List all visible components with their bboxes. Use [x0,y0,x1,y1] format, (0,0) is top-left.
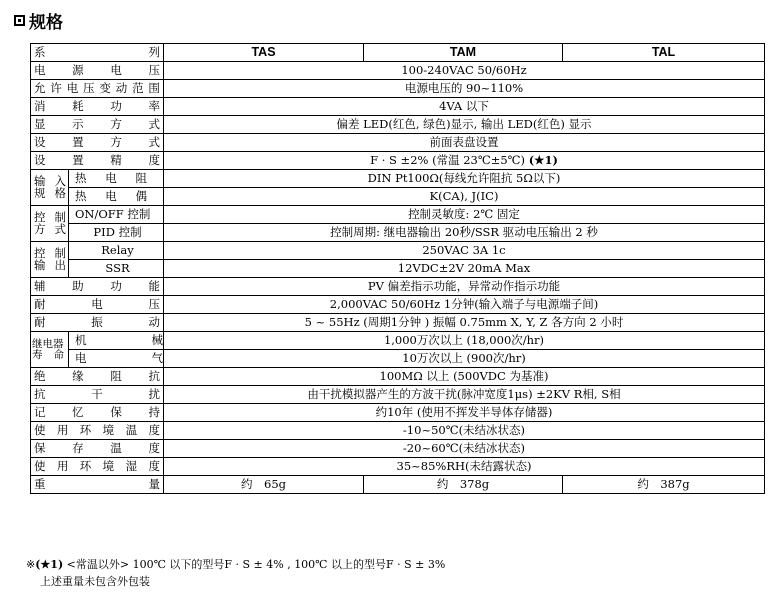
table-row [31,152,765,170]
row-label: 耐 电 压 [31,296,164,314]
row-label: 电 源 电 压 [31,62,164,80]
row-value: 12VDC±2V 20mA Max [164,260,765,278]
row-value: 控制周期: 继电器输出 20秒/SSR 驱动电压输出 2 秒 [164,224,765,242]
model-tal: TAL [563,44,765,62]
row-value: 5 ~ 55Hz (周期1分钟 ) 振幅 0.75mm X, Y, Z 各方向 2 小时 [164,314,765,332]
row-label: 记 忆 保 持 [31,404,164,422]
row-value: -20~60℃(未结冰状态) [164,440,765,458]
series-label: 系 列 [31,44,164,62]
row-label: 允 许 电 压 变 动 范 围 [31,80,164,98]
table-row [31,260,765,278]
row-value: -10~50℃(未结冰状态) [164,422,765,440]
footnote-2: 上述重量未包含外包装 [40,575,150,588]
row-value: 2,000VAC 50/60Hz 1分钟(输入端子与电源端子间) [164,296,765,314]
row-value: PV 偏差指示功能，异常动作指示功能 [164,278,765,296]
weight-tam: 约 378g [364,476,563,494]
row-label: 使 用 环 境 温 度 [31,422,164,440]
row-value: 由干扰模拟器产生的方波干扰(脉冲宽度1μs) ±2KV R相, S相 [164,386,765,404]
row-label: 保 存 温 度 [31,440,164,458]
table-row [31,188,765,206]
table-row [31,368,765,386]
row-value: 前面表盘设置 [164,134,765,152]
footnote-1: ※(★1) <常温以外> 100℃ 以下的型号F · S ± 4% , 100℃ 以上的型号F · S ± 3% [26,558,446,571]
table-row [31,404,765,422]
row-label: 重 量 [31,476,164,494]
table-row [31,224,765,242]
table-row [31,476,765,494]
row-value: 100MΩ 以上 (500VDC 为基准) [164,368,765,386]
table-row [31,350,765,368]
row-value: F · S ±2% (常温 23℃±5℃) (★1) [164,152,765,170]
row-value: 10万次以上 (900次/hr) [164,350,765,368]
table-row [31,80,765,98]
table-row [31,98,765,116]
section-title-text: 规格 [29,13,63,33]
model-tas: TAS [164,44,364,62]
table-row [31,116,765,134]
section-title [14,8,63,33]
row-value: 约10年 (使用不挥发半导体存储器) [164,404,765,422]
table-row [31,206,765,224]
table-row [31,386,765,404]
row-value: 偏差 LED(红色, 绿色)显示, 输出 LED(红色) 显示 [164,116,765,134]
footnote-ref: (★1) [528,152,558,167]
weight-tas: 约 65g [164,476,364,494]
row-label: 显 示 方 式 [31,116,164,134]
row-label: 使 用 环 境 湿 度 [31,458,164,476]
row-value: 1,000万次以上 (18,000次/hr) [164,332,765,350]
row-value: 控制灵敏度: 2℃ 固定 [164,206,765,224]
sub-label-onoff: ON/OFF 控制 [69,206,164,224]
table-row [31,458,765,476]
sub-label-elec: 电 气 [69,350,164,368]
table-row [31,332,765,350]
row-value: 100-240VAC 50/60Hz [164,62,765,80]
row-label: 消 耗 功 率 [31,98,164,116]
sub-label-rtd: 热 电 阻 [69,170,164,188]
spec-table [30,43,765,494]
row-label: 设 置 方 式 [31,134,164,152]
row-value: 35~85%RH(未结露状态) [164,458,765,476]
sub-label-ssr: SSR [69,260,164,278]
row-value: 电源电压的 90~110% [164,80,765,98]
table-row [31,422,765,440]
row-label: 绝 缘 阻 抗 [31,368,164,386]
sub-label-pid: PID 控制 [69,224,164,242]
group-label-life: 继电器 寿 命 [31,332,69,368]
row-label: 抗 干 扰 [31,386,164,404]
group-label-control-mode: 控 制 方 式 [31,206,69,242]
row-value: K(CA), J(IC) [164,188,765,206]
row-value: DIN Pt100Ω(每线允许阻抗 5Ω以下) [164,170,765,188]
table-row [31,134,765,152]
sub-label-mech: 机 械 [69,332,164,350]
group-label-control-output: 控 制 输 出 [31,242,69,278]
row-label: 耐 振 动 [31,314,164,332]
square-bullet-icon [14,15,25,26]
row-value: 250VAC 3A 1c [164,242,765,260]
table-row [31,296,765,314]
row-label: 设 置 精 度 [31,152,164,170]
table-row [31,62,765,80]
row-label: 辅 助 功 能 [31,278,164,296]
table-header-row [31,44,765,62]
table-row [31,242,765,260]
model-tam: TAM [364,44,563,62]
row-value: 4VA 以下 [164,98,765,116]
sub-label-relay: Relay [69,242,164,260]
footnote-marker: (★1) [35,558,64,571]
table-row [31,278,765,296]
table-row [31,440,765,458]
sub-label-tc: 热 电 偶 [69,188,164,206]
table-row [31,170,765,188]
weight-tal: 约 387g [563,476,765,494]
table-row [31,314,765,332]
group-label-input: 输 入 规 格 [31,170,69,206]
